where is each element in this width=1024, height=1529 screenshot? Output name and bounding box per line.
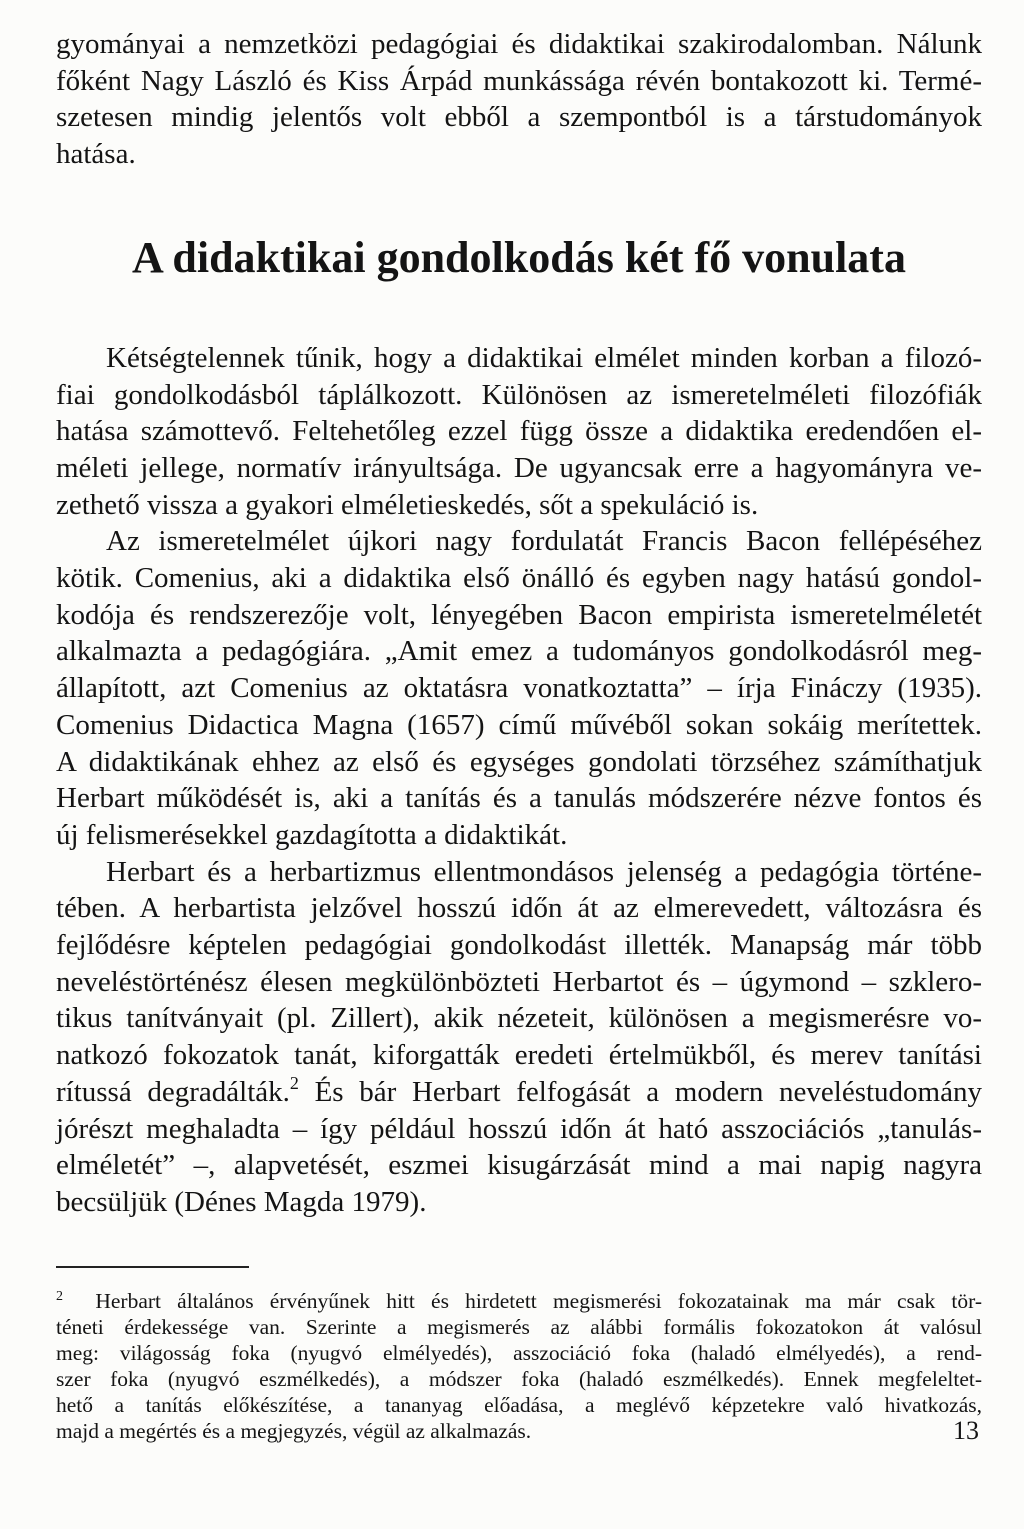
text-line: Herbart működését is, aki a tanítás és a tanulás módszerére nézve fontos és — [56, 782, 982, 815]
footnote-line: meg: világosság foka (nyugvó elmélyedés), asszociáció foka (haladó elmélyedés), a rend- — [56, 1340, 982, 1365]
text-line: zethető vissza a gyakori elméletieskedés, sőt a spekuláció is. — [56, 488, 759, 521]
page-body — [56, 26, 982, 1444]
footnote-line: téneti érdekessége van. Szerinte a megismerés az alábbi formális fokozatokon át valósul — [56, 1314, 982, 1339]
text-line: elméletét” –, alapvetését, eszmei kisugárzását mind a mai napig nagyra — [56, 1149, 982, 1182]
text-line: méleti jellege, normatív irányultsága. De ugyancsak erre a hagyományra ve- — [56, 451, 982, 484]
footnote-line: hető a tanítás előkészítése, a tananyag előadása, a meglévő képzetekre való hivatkozás, — [56, 1392, 982, 1417]
text-line: kötik. Comenius, aki a didaktika első önálló és egyben nagy hatású gondol- — [56, 562, 982, 595]
text-line: hatása számottevő. Feltehetőleg ezzel függ össze a didaktika eredendően el- — [56, 415, 982, 448]
text-line: becsüljük (Dénes Magda 1979). — [56, 1185, 427, 1218]
text-line: Herbart és a herbartizmus ellentmondásos jelenség a pedagógia történe- — [106, 855, 982, 888]
text-line: kodója és rendszerezője volt, lényegében Bacon empirista ismeretelméletét — [56, 598, 982, 631]
text-line: szetesen mindig jelentős volt ebből a szempontból is a társtudományok — [56, 101, 982, 134]
text-line: új felismerésekkel gazdagította a didaktikát. — [56, 818, 568, 851]
text-line: fejlődésre képtelen pedagógiai gondolkodást illették. Manapság már több — [56, 929, 982, 962]
text-line: gyományai a nemzetközi pedagógiai és didaktikai szakirodalomban. Nálunk — [56, 28, 982, 60]
text-line: főként Nagy László és Kiss Árpád munkássága révén bontakozott ki. Termé- — [56, 64, 982, 97]
footnote-line: majd a megértés és a megjegyzés, végül az alkalmazás. — [56, 1418, 532, 1443]
footnote-marker: 2 — [56, 1288, 63, 1304]
text-fragment: rítussá degradálták. — [56, 1075, 290, 1108]
text-line: alkalmazta a pedagógiára. „Amit emez a tudományos gondolkodásról meg- — [56, 635, 982, 668]
text-line: jórészt meghaladta – így például hosszú időn át ható asszociációs „tanulás- — [56, 1112, 982, 1145]
footnote-reference[interactable]: 2 — [289, 1072, 299, 1093]
text-line: Az ismeretelmélet újkori nagy fordulatát Francis Bacon fellépéséhez — [106, 525, 982, 558]
text-line: tében. A herbartista jelzővel hosszú időn át az elmerevedett, változásra és — [56, 892, 982, 925]
paragraph-3 — [56, 854, 982, 1221]
text-line: A didaktikának ehhez az első és egységes gondolati törzséhez számíthatjuk — [56, 745, 982, 778]
text-line: hatása. — [56, 138, 136, 171]
text-line: natkozó fokozatok tanát, kiforgatták eredeti értelmükből, és merev tanítási — [56, 1039, 982, 1072]
text-fragment: És bár Herbart felfogását a modern neveléstudomány — [298, 1075, 982, 1108]
footnote — [56, 1284, 982, 1444]
text-line: Kétségtelennek tűnik, hogy a didaktikai elmélet minden korban a filozó- — [106, 341, 982, 374]
text-line: Comenius Didactica Magna (1657) című művéből sokan sokáig merítettek. — [56, 708, 982, 741]
text-line: tikus tanítványait (pl. Zillert), akik nézeteit, különösen a megismerésre vo- — [56, 1002, 982, 1035]
footnote-text: Herbart általános érvényűnek hitt és hirdetett megismerési fokozatainak ma már csak tör- — [95, 1288, 982, 1313]
footnote-separator — [56, 1266, 249, 1268]
paragraph-1 — [56, 340, 982, 524]
footnote-line — [56, 1284, 982, 1314]
text-line: neveléstörténész élesen megkülönbözteti Herbartot és – úgymond – szklero- — [56, 965, 982, 998]
text-line: állapított, azt Comenius az oktatásra vonatkoztatta” – írja Fináczy (1935). — [56, 672, 982, 705]
text-line — [56, 1074, 982, 1111]
footnote-line: szer foka (nyugvó eszmélkedés), a módszer foka (haladó eszmélkedés). Ennek megfeleltet- — [56, 1366, 982, 1391]
intro-paragraph — [56, 26, 982, 173]
page-number: 13 — [953, 1416, 979, 1445]
text-line: fiai gondolkodásból táplálkozott. Különösen az ismeretelméleti filozófiák — [56, 378, 982, 411]
paragraph-2 — [56, 523, 982, 853]
section-heading: A didaktikai gondolkodás két fő vonulata — [132, 232, 906, 282]
